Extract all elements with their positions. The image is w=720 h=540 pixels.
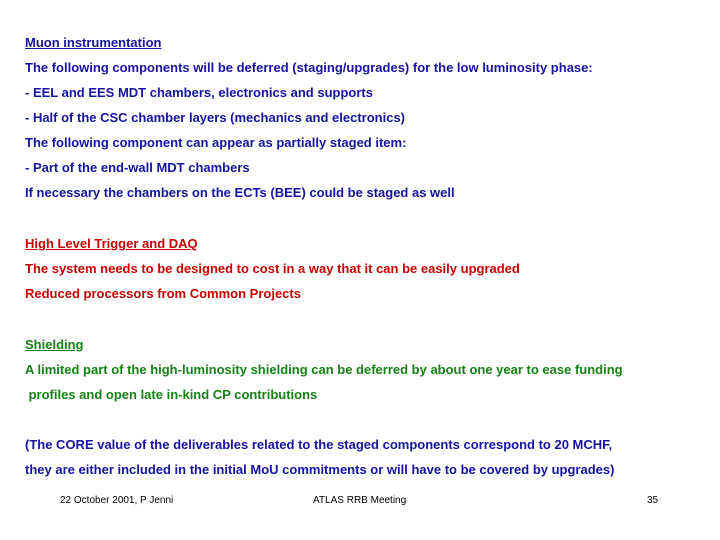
shielding-heading: Shielding <box>25 337 84 352</box>
footer-page-number: 35 <box>647 495 659 506</box>
core-note-line: (The CORE value of the deliverables related to the staged components correspond to 20 MCHF, <box>25 437 613 452</box>
muon-line: The following component can appear as partially staged item: <box>25 135 407 150</box>
muon-line: - Half of the CSC chamber layers (mechanics and electronics) <box>25 110 406 125</box>
muon-heading: Muon instrumentation <box>25 35 162 50</box>
footer-date-author: 22 October 2001, P Jenni <box>60 495 174 506</box>
core-note-line: they are either included in the initial MoU commitments or will have to be covered by upgrades) <box>25 462 615 477</box>
footer-meeting: ATLAS RRB Meeting <box>313 495 407 506</box>
trigger-heading: High Level Trigger and DAQ <box>25 236 198 251</box>
muon-line: - Part of the end-wall MDT chambers <box>25 160 250 175</box>
muon-line: If necessary the chambers on the ECTs (BEE) could be staged as well <box>25 185 455 200</box>
trigger-line: The system needs to be designed to cost in a way that it can be easily upgraded <box>25 261 520 276</box>
shielding-line: profiles and open late in-kind CP contributions <box>25 387 318 402</box>
shielding-line: A limited part of the high-luminosity shielding can be deferred by about one year to ease funding <box>25 362 623 377</box>
muon-line: The following components will be deferred (staging/upgrades) for the low luminosity phase: <box>25 60 593 75</box>
trigger-line: Reduced processors from Common Projects <box>25 286 301 301</box>
muon-line: - EEL and EES MDT chambers, electronics and supports <box>25 85 373 100</box>
